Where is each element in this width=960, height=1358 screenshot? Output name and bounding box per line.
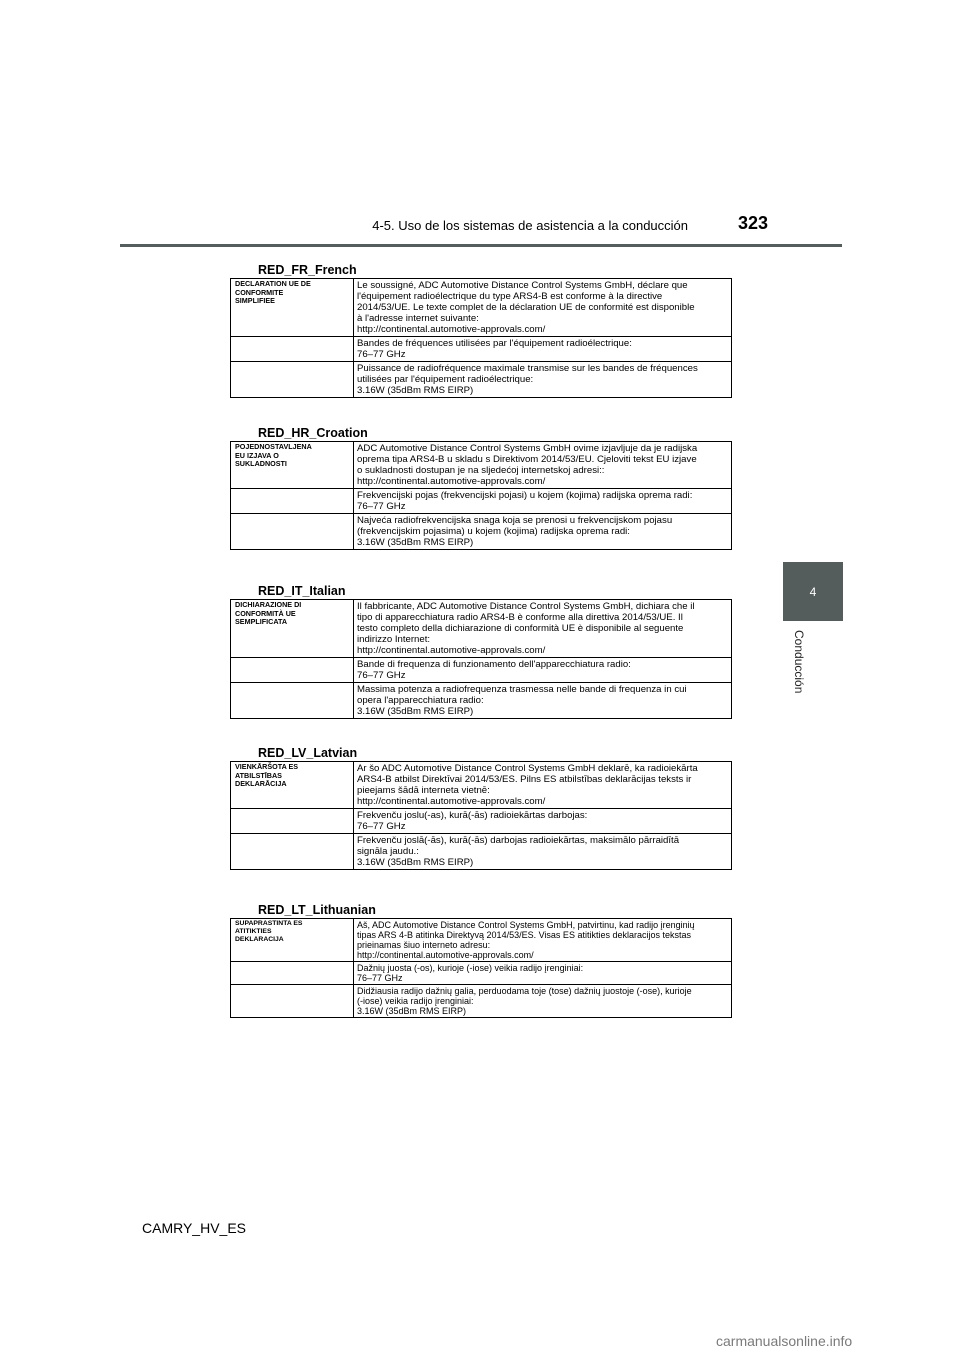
- declaration-table: [230, 918, 732, 1018]
- section-title: RED_IT_Italian: [258, 584, 346, 598]
- text-line: Dažnių juosta (-os), kurioje (-iose) veikia radijo įrenginiai:: [357, 963, 584, 973]
- text-line: (frekvencijskim pojasima) u kojem (kojima) radijska oprema radi:: [357, 526, 630, 537]
- table-row: [231, 514, 732, 550]
- label-line: CONFORMITE: [235, 287, 284, 297]
- declaration-text-cell: [354, 762, 732, 809]
- table-row: [231, 809, 732, 834]
- table-row: [231, 442, 732, 489]
- declaration-text-cell: [354, 442, 732, 489]
- text-line: 76–77 GHz: [357, 349, 406, 360]
- declaration-label-cell: [231, 514, 354, 550]
- declaration-text-cell: [354, 514, 732, 550]
- text-line: 76–77 GHz: [357, 973, 403, 983]
- declaration-label-cell: [231, 985, 354, 1018]
- text-line: à l'adresse internet suivante:: [357, 313, 479, 324]
- text-line: ADC Automotive Distance Control Systems GmbH ovime izjavljuje da je radijska: [357, 443, 698, 454]
- text-line: tipo di apparecchiatura radio ARS4-B è conforme alla direttiva 2014/53/UE. Il: [357, 612, 683, 623]
- text-line: http://continental.automotive-approvals.com/: [357, 796, 546, 807]
- text-line: prieinamas šiuo interneto adresu:: [357, 940, 491, 950]
- text-line: Aš, ADC Automotive Distance Control Systems GmbH, patvirtinu, kad radijo įrenginių: [357, 920, 695, 930]
- text-line: 3.16W (35dBm RMS EIRP): [357, 385, 474, 396]
- declaration-text-cell: [354, 279, 732, 337]
- declaration-label-cell: [231, 834, 354, 870]
- text-line: testo completo della dichiarazione di conformità UE è disponibile al seguente: [357, 623, 684, 634]
- declaration-label-cell: [231, 762, 354, 809]
- text-line: 3.16W (35dBm RMS EIRP): [357, 1006, 467, 1016]
- label-line: CONFORMITÀ UE: [235, 608, 296, 618]
- text-line: http://continental.automotive-approvals.com/: [357, 476, 546, 487]
- text-line: http://continental.automotive-approvals.com/: [357, 950, 534, 960]
- label-line: DICHIARAZIONE DI: [235, 600, 302, 609]
- text-line: o sukladnosti dostupan je na sljedećoj internetskoj adresi::: [357, 465, 605, 476]
- text-line: http://continental.automotive-approvals.com/: [357, 645, 546, 656]
- table-row: [231, 919, 732, 962]
- table-row: [231, 658, 732, 683]
- declaration-text-cell: [354, 985, 732, 1018]
- text-line: Le soussigné, ADC Automotive Distance Control Systems GmbH, déclare que: [357, 280, 688, 291]
- table-row: [231, 489, 732, 514]
- declaration-text-cell: [354, 658, 732, 683]
- table-row: [231, 683, 732, 719]
- chapter-label: Conducción: [792, 630, 806, 694]
- text-line: Didžiausia radijo dažnių galia, perduodama toje (tose) dažnių juostoje (-ose), kurioje: [357, 986, 692, 996]
- section-title: RED_LV_Latvian: [258, 746, 358, 760]
- table-row: [231, 337, 732, 362]
- text-line: 76–77 GHz: [357, 501, 406, 512]
- section-title: RED_FR_French: [258, 263, 357, 277]
- section-title: RED_HR_Croation: [258, 426, 368, 440]
- declaration-label-cell: [231, 962, 354, 985]
- page-number: 323: [738, 213, 769, 233]
- chapter-number: 4: [809, 584, 817, 599]
- table-row: [231, 600, 732, 658]
- label-line: ATBILSTĪBAS: [235, 770, 282, 780]
- text-line: Frekvenču joslā(-ās), kurā(-ās) darbojas radioiekārtas, maksimālo pārraidītā: [357, 835, 680, 846]
- label-line: SEMPLIFICATA: [235, 617, 288, 626]
- label-line: DECLARATION UE DE: [235, 279, 311, 288]
- text-line: Ar šo ADC Automotive Distance Control Systems GmbH deklarē, ka radioiekārta: [357, 763, 698, 774]
- declaration-label-cell: [231, 442, 354, 489]
- label-line: SUKLADNOSTI: [235, 459, 287, 468]
- declaration-section: [230, 745, 732, 870]
- text-line: 76–77 GHz: [357, 821, 406, 832]
- declaration-label-cell: [231, 337, 354, 362]
- header-section-title: 4-5. Uso de los sistemas de asistencia a la conducción: [372, 218, 688, 233]
- watermark: carmanualsonline.info: [716, 1333, 853, 1349]
- table-row: [231, 362, 732, 398]
- declaration-text-cell: [354, 834, 732, 870]
- declaration-text-cell: [354, 362, 732, 398]
- declaration-section: [230, 902, 732, 1018]
- text-line: Puissance de radiofréquence maximale transmise sur les bandes de fréquences: [357, 363, 698, 374]
- declaration-table: [230, 599, 732, 719]
- declaration-table: [230, 278, 732, 398]
- label-line: ATITIKTIES: [235, 928, 272, 935]
- text-line: Bandes de fréquences utilisées par l'équipement radioélectrique:: [357, 338, 632, 349]
- text-line: 3.16W (35dBm RMS EIRP): [357, 857, 474, 868]
- declaration-label-cell: [231, 489, 354, 514]
- text-line: Il fabbricante, ADC Automotive Distance Control Systems GmbH, dichiara che il: [357, 601, 695, 612]
- section-title: RED_LT_Lithuanian: [258, 903, 376, 917]
- declaration-text-cell: [354, 809, 732, 834]
- header-rule: [120, 244, 842, 247]
- text-line: oprema tipa ARS4-B u skladu s Direktivom 2014/53/EU. Cjeloviti tekst EU izjave: [357, 454, 697, 465]
- table-row: [231, 985, 732, 1018]
- text-line: Frekvenču joslu(-as), kurā(-ās) radioiekārtas darbojas:: [357, 810, 588, 821]
- text-line: Najveća radiofrekvencijska snaga koja se prenosi u frekvencijskom pojasu: [357, 515, 673, 526]
- text-line: ARS4-B atbilst Direktīvai 2014/53/ES. Pilns ES atbilstības deklarācijas teksts ir: [357, 774, 692, 785]
- text-line: tipas ARS 4-B atitinka Direktyvą 2014/53/ES. Visas ES atitikties deklaracijos tekstas: [357, 930, 691, 940]
- text-line: 76–77 GHz: [357, 670, 406, 681]
- label-line: DEKLARACIJA: [235, 936, 284, 943]
- declaration-text-cell: [354, 962, 732, 985]
- declaration-label-cell: [231, 683, 354, 719]
- table-row: [231, 834, 732, 870]
- text-line: Frekvencijski pojas (frekvencijski pojasi) u kojem (kojima) radijska oprema radi:: [357, 490, 693, 501]
- declaration-section: [230, 425, 732, 550]
- declaration-text-cell: [354, 600, 732, 658]
- label-line: POJEDNOSTAVLJENA: [235, 442, 312, 451]
- table-row: [231, 762, 732, 809]
- table-row: [231, 962, 732, 985]
- footer-model: CAMRY_HV_ES: [142, 1220, 247, 1236]
- label-line: EU IZJAVA O: [235, 450, 279, 460]
- declaration-text-cell: [354, 489, 732, 514]
- text-line: 3.16W (35dBm RMS EIRP): [357, 706, 474, 717]
- text-line: Bande di frequenza di funzionamento dell'apparecchiatura radio:: [357, 659, 631, 670]
- declaration-table: [230, 441, 732, 550]
- declaration-section: [230, 583, 732, 719]
- declaration-label-cell: [231, 362, 354, 398]
- text-line: Massima potenza a radiofrequenza trasmessa nelle bande di frequenza in cui: [357, 684, 687, 695]
- label-line: SUPAPRASTINTA ES: [235, 920, 303, 927]
- declaration-text-cell: [354, 337, 732, 362]
- text-line: http://continental.automotive-approvals.com/: [357, 324, 546, 335]
- text-line: l'équipement radioélectrique du type ARS4-B est conforme à la directive: [357, 291, 663, 302]
- text-line: pieejams šādā interneta vietnē:: [357, 785, 490, 796]
- text-line: opera l'apparecchiatura radio:: [357, 695, 484, 706]
- declaration-label-cell: [231, 919, 354, 962]
- table-row: [231, 279, 732, 337]
- text-line: (-iose) veikia radijo įrenginiai:: [357, 996, 474, 1006]
- declaration-text-cell: [354, 919, 732, 962]
- label-line: SIMPLIFIEE: [235, 296, 275, 305]
- text-line: indirizzo Internet:: [357, 634, 431, 645]
- text-line: 2014/53/UE. Le texte complet de la déclaration UE de conformité est disponible: [357, 302, 695, 313]
- declaration-label-cell: [231, 600, 354, 658]
- text-line: signāla jaudu.:: [357, 846, 419, 857]
- chapter-tab: [783, 562, 843, 621]
- declaration-section: [230, 262, 732, 398]
- declaration-label-cell: [231, 279, 354, 337]
- label-line: VIENKĀRŠOTA ES: [235, 762, 299, 771]
- text-line: utilisées par l'équipement radioélectrique:: [357, 374, 534, 385]
- declaration-text-cell: [354, 683, 732, 719]
- declaration-table: [230, 761, 732, 870]
- declaration-label-cell: [231, 658, 354, 683]
- text-line: 3.16W (35dBm RMS EIRP): [357, 537, 474, 548]
- declaration-label-cell: [231, 809, 354, 834]
- label-line: DEKLARĀCIJA: [235, 779, 287, 788]
